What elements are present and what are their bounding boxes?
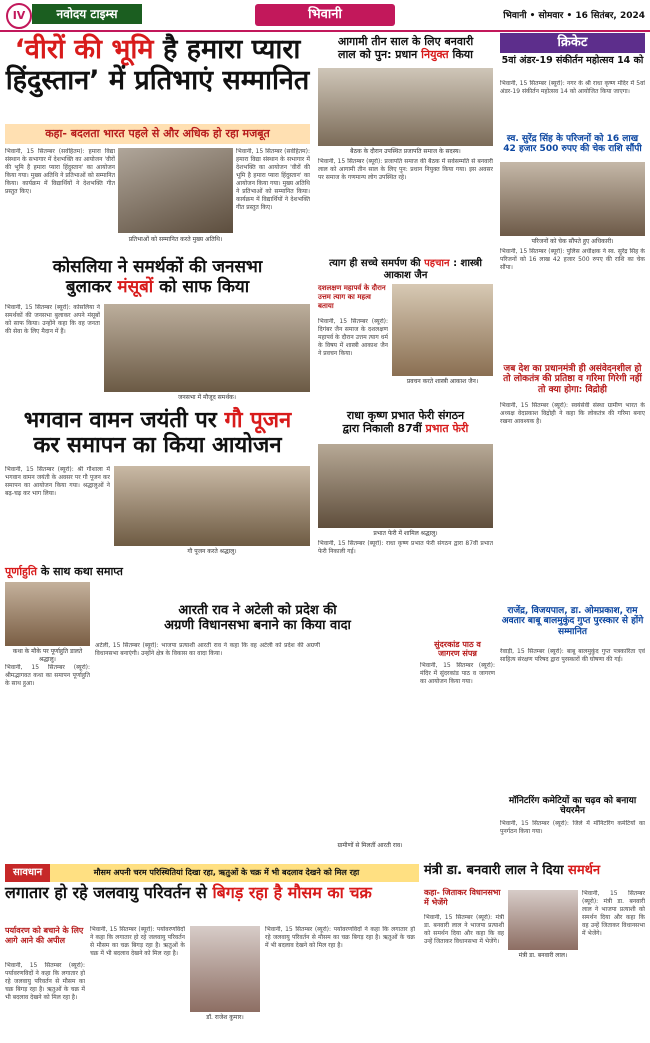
mantri-body: भिवानी, 15 सितम्बर (ब्यूरो): मंत्री डा. बनवारी लाल ने भाजपा प्रत्याशी को समर्थन दिया और कहा कि वह उन्हें जिताकर विधानसभा में भेजेंगे। <box>424 914 504 945</box>
purnahuti-headline: पूर्णाहुति के साथ कथा समाप्त <box>5 565 123 578</box>
kosliya-photo-caption: जनसभा में मौजूद समर्थक। <box>177 394 237 401</box>
sidebar-photo <box>500 162 645 236</box>
sidebar-body3: भिवानी, 15 सितम्बर (ब्यूरो): स्वयंसेवी संस्था ग्रामीण भारत के अध्यक्ष वेदप्रकाश विद्रोही ने कहा कि लोकतंत्र की गरिमा बनाए रखना आवश्यक है। <box>500 402 645 425</box>
lead-kicker: कहा- बदलता भारत पहले से और अधिक हो रहा मजबूत <box>5 124 310 144</box>
mantri-photo-caption: मंत्री डा. बनवारी लाल। <box>518 952 568 959</box>
aarti-body: अटेली, 15 सितम्बर (ब्यूरो): भाजपा प्रत्याशी आरती राव ने कहा कि वह अटेली को प्रदेश की अग्रणी विधानसभा बनाएंगी। उन्होंने क्षेत्र के विकास का वादा किया। <box>95 642 320 657</box>
mantri-headline: मंत्री डा. बनवारी लाल ने दिया समर्थन <box>424 863 601 878</box>
kosliya-body: भिवानी, 15 सितम्बर (ब्यूरो): कोसलिया ने समर्थकों की जनसभा बुलाकर अपने मंसूबों को साफ किया। उन्होंने कहा कि वह जनता की सेवा के लिए मैदान में हैं। <box>5 304 100 335</box>
story2-photo-caption: बैठक के दौरान उपस्थित प्रजापति समाज के सदस्य। <box>350 148 461 155</box>
vaman-photo-caption: गौ पूजन करते श्रद्धालु। <box>187 548 237 555</box>
story2-photo <box>318 68 493 146</box>
weather-body-col2: भिवानी, 15 सितम्बर (ब्यूरो): पर्यावरणविदों ने कहा कि लगातार हो रहे जलवायु परिवर्तन से मौसम का चक्र बिगड़ रहा है। ऋतुओं के चक्र में भी बदलाव देखने को मिल रहा है। <box>90 926 185 957</box>
sidebar-body4: रेवाड़ी, 15 सितम्बर (ब्यूरो): बाबू बालमुकुंद गुप्त पत्रकारिता एवं साहित्य संरक्षण परिषद द्वारा पुरस्कारों की घोषणा की गई। <box>500 648 645 663</box>
lead-photo-caption: प्रतिभाओं को सम्मानित करते मुख्य अतिथि। <box>128 236 223 243</box>
weather-photo-caption: डॉ. राजेश कुमार। <box>206 1014 244 1021</box>
sidebar-body5: भिवानी, 15 सितम्बर (ब्यूरो): जिले में मॉनिटरिंग कमेटियों का पुनर्गठन किया गया। <box>500 820 645 835</box>
radha-headline: राधा कृष्ण प्रभात फेरी संगठन द्वारा निकाली 87वीं प्रभात फेरी <box>342 409 469 435</box>
sidebar-headline3: जब देश का प्रधानमंत्री ही असंवेदनशील हो तो लोकतंत्र की प्रतिष्ठा व गरिमा गिरेगी नहीं तो क्या होगा: विद्रोही <box>503 364 642 395</box>
aarti-headline: आरती राव ने अटेली को प्रदेश की अग्रणी विधानसभा बनाने का किया वादा <box>164 603 351 633</box>
purnahuti-body: भिवानी, 15 सितम्बर (ब्यूरो): श्रीमद्भागवत कथा का समापन पूर्णाहुति के साथ हुआ। <box>5 664 90 687</box>
sidebar-subhead: 5वां अंडर-19 संकीर्तन महोत्सव 14 को <box>501 55 644 66</box>
sidebar-body2: भिवानी, 15 सितम्बर (ब्यूरो): पुलिस अधीक्षक ने स्व. सुरेंद्र सिंह के परिजनों को 16 लाख 42 हजार 500 रुपए की राशि का चेक सौंपा। <box>500 248 645 271</box>
page-number: IV <box>6 3 32 29</box>
weather-sidebar-head: पर्यावरण को बचाने के लिए आगे आने की अपील <box>5 926 84 945</box>
aarti-photo-caption: ग्रामीणों से मिलतीं आरती राव। <box>337 842 403 849</box>
weather-body-col3: भिवानी, 15 सितम्बर (ब्यूरो): पर्यावरणविदों ने कहा कि लगातार हो रहे जलवायु परिवर्तन से मौसम का चक्र बिगड़ रहा है। ऋतुओं के चक्र में भी बदलाव देखने को मिल रहा है। <box>265 926 415 949</box>
tyag-photo-caption: प्रवचन करते शास्त्री आकाश जैन। <box>406 378 479 385</box>
story2-body: भिवानी, 15 सितम्बर (ब्यूरो): प्रजापति समाज की बैठक में सर्वसम्मति से बनवारी लाल को आगामी तीन साल के लिए पुन: प्रधान नियुक्त किया गया। इस अवसर पर समाज के गणमान्य लोग उपस्थित रहे। <box>318 158 493 181</box>
story2-headline: आगामी तीन साल के लिए बनवारी लाल को पुन: प्रधान नियुक्त किया <box>337 35 474 61</box>
radha-body: भिवानी, 15 सितम्बर (ब्यूरो): राधा कृष्ण प्रभात फेरी संगठन द्वारा 87वीं प्रभात फेरी निकाली गई। <box>318 540 493 555</box>
dateline: भिवानी • सोमवार • 16 सितंबर, 2024 <box>503 11 645 21</box>
vaman-photo <box>114 466 310 546</box>
tyag-headline: त्याग ही सच्चे समर्पण की पहचान : शास्त्री आकाश जैन <box>329 258 482 281</box>
sundarkand-headline: सुंदरकांड पाठ व जागरण संपन्न <box>434 640 481 659</box>
sidebar-headline2: स्व. सुरेंद्र सिंह के परिजनों को 16 लाख 42 हजार 500 रुपए की चेक राशि सौंपी <box>503 134 642 155</box>
tyag-subhead: दशलक्षण महापर्व के दौरान उत्तम त्याग का महत्व बताया <box>318 284 386 310</box>
masthead-logo: नवोदय टाइम्स <box>32 4 142 24</box>
lead-body: भिवानी, 15 सितम्बर (सर्वहितम): हमारा विद्या संस्थान के सभागार में देशभक्ति का आयोजन 'वीरों की भूमि है हमारा प्यारा हिंदुस्तान' का आयोजन किया गया। मुख्य अतिथि ने प्रतिभाओं को सम्मानित किया। कार्यक्रम में विद्यार्थियों ने देशभक्ति गीत प्रस्तुत किए। <box>5 148 115 195</box>
sundarkand-body: भिवानी, 15 सितम्बर (ब्यूरो): मंदिर में सुंदरकांड पाठ व जागरण का आयोजन किया गया। <box>420 662 495 685</box>
mantri-subhead: कहा- जिताकर विधानसभा में भेजेंगे <box>424 888 501 907</box>
vaman-body: भिवानी, 15 सितम्बर (ब्यूरो): श्री गौशाला में भगवान वामन जयंती के अवसर पर गौ पूजन कर समापन का आयोजन किया गया। श्रद्धालुओं ने बढ़-चढ़ कर भाग लिया। <box>5 466 110 497</box>
kosliya-headline: कोसलिया ने समर्थकों की जनसभा बुलाकर मंसूबों को साफ किया <box>52 257 263 297</box>
kosliya-photo <box>104 304 310 392</box>
weather-person-photo <box>190 926 260 1012</box>
mantri-photo <box>508 890 578 950</box>
lead-body-col3: भिवानी, 15 सितम्बर (सर्वहितम): हमारा विद्या संस्थान के सभागार में देशभक्ति का आयोजन 'वीरों की भूमि है हमारा प्यारा हिंदुस्तान' का आयोजन किया गया। मुख्य अतिथि ने प्रतिभाओं को सम्मानित किया। कार्यक्रम में विद्यार्थियों ने देशभक्ति गीत प्रस्तुत किए। <box>236 148 310 211</box>
vaman-headline: भगवान वामन जयंती पर गौ पूजन कर समापन का किया आयोजन <box>23 408 292 459</box>
sidebar-headline4: राजेंद्र, विजयपाल, डा. ओमप्रकाश, राम अवतार बाबू बालमुकुंद गुप्त पुरस्कार से होंगे सम्मानित <box>501 606 644 637</box>
purnahuti-photo <box>5 582 90 646</box>
purnahuti-photo-caption: कथा के मौके पर पूर्णाहुति डालते श्रद्धालु। <box>12 648 83 663</box>
lead-photo <box>118 148 233 233</box>
weather-label: सावधान <box>5 864 50 882</box>
lead-headline: ‘वीरों की भूमि है हमारा प्यारा हिंदुस्तान’ में प्रतिभाएं सम्मानित <box>5 34 310 97</box>
sidebar-photo-caption: परिजनों को चेक सौंपते हुए अधिकारी। <box>531 238 614 245</box>
radha-photo-caption: प्रभात फेरी में शामिल श्रद्धालु। <box>373 530 438 537</box>
tyag-body: भिवानी, 15 सितम्बर (ब्यूरो): दिगंबर जैन समाज के दशलक्षण महापर्व के दौरान उत्तम त्याग धर्म के विषय में शास्त्री आकाश जैन ने प्रवचन किया। <box>318 318 388 357</box>
sidebar-heading: क्रिकेट <box>500 33 645 53</box>
weather-strap: सावधान मौसम अपनी चरम परिस्थितियां दिखा रहा, ऋतुओं के चक्र में भी बदलाव देखने को मिल रहा <box>5 864 419 882</box>
weather-headline: लगातार हो रहे जलवायु परिवर्तन से बिगड़ रहा है मौसम का चक्र <box>5 883 372 902</box>
section-title: भिवानी <box>255 4 395 26</box>
sidebar-body1: भिवानी, 15 सितम्बर (ब्यूरो): नगर के श्री राधा कृष्ण मंदिर में 5वां अंडर-19 संकीर्तन महोत्सव 14 को आयोजित किया जाएगा। <box>500 80 645 95</box>
mantri-body-col2: भिवानी, 15 सितम्बर (ब्यूरो): मंत्री डा. बनवारी लाल ने भाजपा प्रत्याशी को समर्थन दिया और कहा कि वह उन्हें जिताकर विधानसभा में भेजेंगे। <box>582 890 645 937</box>
radha-photo <box>318 444 493 528</box>
tyag-photo <box>392 284 493 376</box>
weather-body: भिवानी, 15 सितम्बर (ब्यूरो): पर्यावरणविदों ने कहा कि लगातार हो रहे जलवायु परिवर्तन से मौसम का चक्र बिगड़ रहा है। ऋतुओं के चक्र में भी बदलाव देखने को मिल रहा है। <box>5 962 85 1001</box>
sidebar-headline5: मॉनिटरिंग कमेटियों का चढ़व को बनाया चेयरमैन <box>508 796 637 817</box>
